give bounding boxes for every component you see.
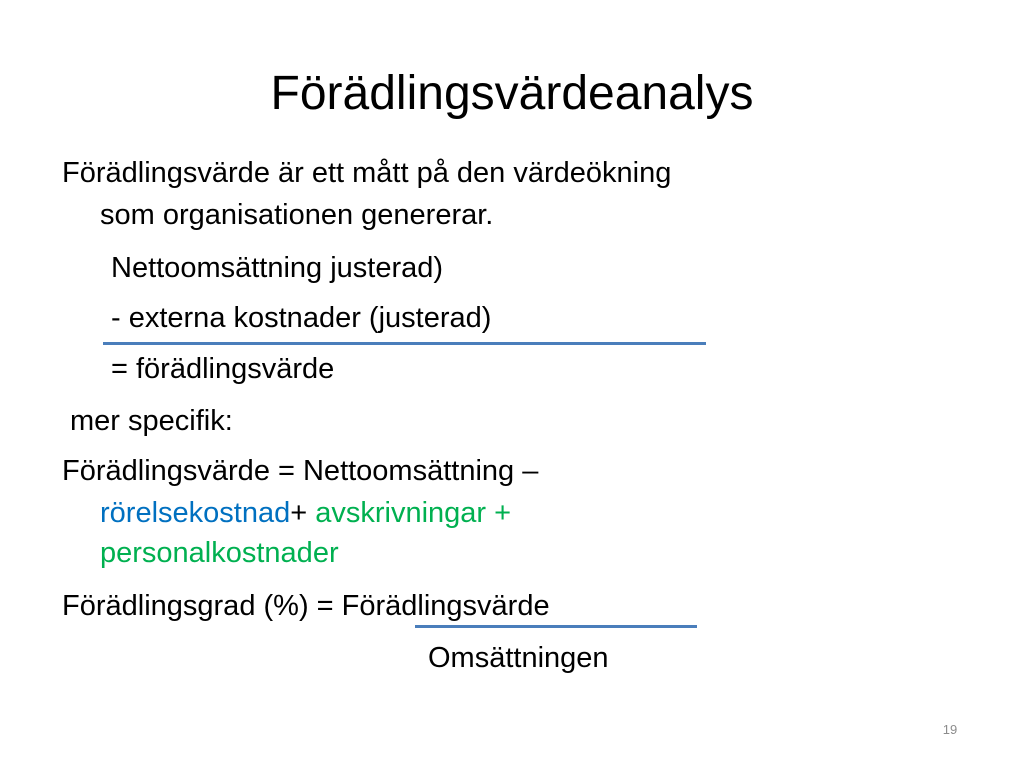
ratio-left: Förädlingsgrad (%) = — [62, 590, 342, 622]
more-specific-label: mer specifik: — [70, 405, 233, 437]
formula-term-depreciation: avskrivningar + — [315, 497, 512, 529]
page-number: 19 — [942, 722, 958, 737]
calc-line-1: Nettoomsättning justerad) — [111, 252, 444, 284]
ratio-numerator: Förädlingsvärde — [341, 590, 550, 622]
definition-line-2: som organisationen genererar. — [100, 199, 494, 231]
ratio-denominator: Omsättningen — [428, 642, 609, 674]
formula-line-1: Förädlingsvärde = Nettoomsättning – — [62, 455, 539, 487]
slide-title: Förädlingsvärdeanalys — [270, 67, 754, 120]
fraction-rule — [415, 625, 697, 628]
formula-plus: + — [290, 497, 316, 529]
calc-result: = förädlingsvärde — [111, 353, 335, 385]
calc-line-2: - externa kostnader (justerad) — [111, 302, 492, 334]
definition-line-1: Förädlingsvärde är ett mått på den värdeökning — [62, 157, 672, 189]
formula-term-operating-cost: rörelsekostnad — [100, 497, 291, 529]
ratio-line — [62, 588, 550, 624]
formula-line-3: personalkostnader — [100, 537, 339, 569]
formula-line-2 — [100, 495, 511, 531]
subtraction-rule — [103, 342, 706, 345]
